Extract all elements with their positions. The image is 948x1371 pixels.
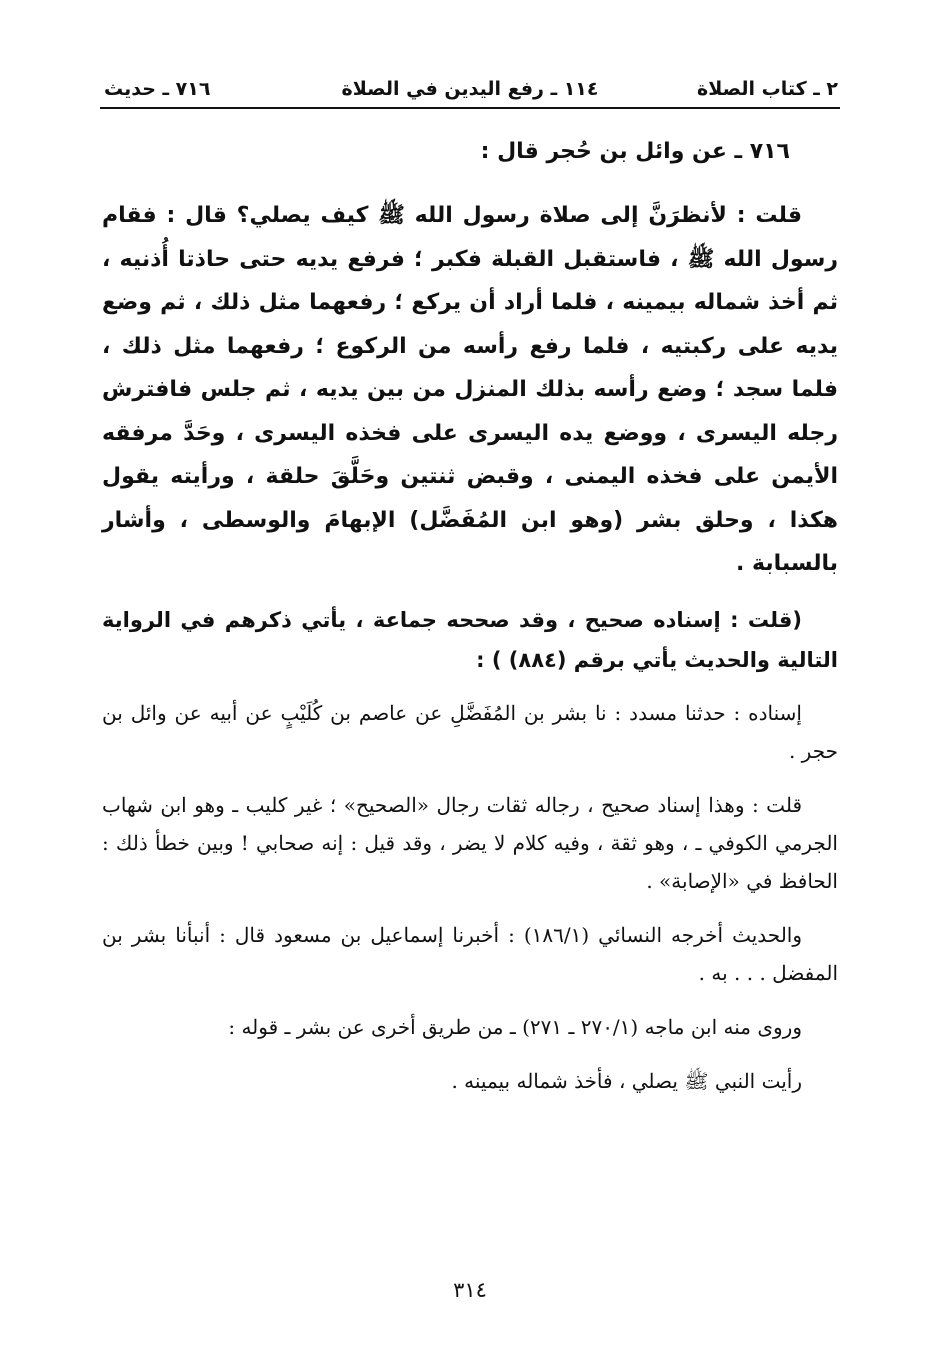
isnad-paragraph: إسناده : حدثنا مسدد : نا بشر بن المُفَضَّلِ عن عاصم بن كُلَيْبٍ عن أبيه عن وائل بن حجر . xyxy=(102,700,838,763)
running-header xyxy=(100,74,840,110)
grading-note: (قلت : إسناده صحيح ، وقد صححه جماعة ، يأتي ذكرهم في الرواية التالية والحديث يأتي برقم (٨٨٤) ) : xyxy=(102,607,838,672)
isnad-commentary-paragraph: قلت : وهذا إسناد صحيح ، رجاله ثقات رجال «الصحيح» ؛ غير كليب ـ وهو ابن شهاب الجرمي الكوفي ـ ، وهو ثقة ، وفيه كلام لا يضر ، وقد قيل : إنه صحابي ! وبين خطأ ذلك : الحافظ في «الإصابة» . xyxy=(102,792,838,893)
book-page xyxy=(100,0,840,1371)
page-body xyxy=(102,130,838,1116)
page-number: ٣١٤ xyxy=(453,1278,487,1302)
header-book-title: ٢ ـ كتاب الصلاة xyxy=(697,78,838,100)
header-chapter-title: ١١٤ ـ رفع اليدين في الصلاة xyxy=(341,78,599,100)
nasai-takhrij-paragraph: والحديث أخرجه النسائي (١٨٦/١) : أخبرنا إسماعيل بن مسعود قال : أنبأنا بشر بن المفضل . . . به . xyxy=(102,922,838,985)
header-divider xyxy=(100,107,840,109)
header-hadith-number: ٧١٦ ـ حديث xyxy=(104,78,211,100)
hadith-text: قلت : لأنظرَنَّ إلى صلاة رسول الله ﷺ كيف يصلي؟ قال : فقام رسول الله ﷺ ، فاستقبل القبلة فكبر ؛ فرفع يديه حتى حاذتا أُذنيه ، ثم أخذ شماله بيمينه ، فلما أراد أن يركع ؛ رفعهما مثل ذلك ، ثم وضع يديه على ركبتيه ، فلما رفع رأسه من الركوع ؛ رفعهما مثل ذلك ، فلما سجد ؛ وضع رأسه بذلك المنزل من بين يديه ، ثم جلس فافترش رجله اليسرى ، ووضع يده اليسرى على فخذه اليسرى ، وحَدَّ مرفقه الأيمن على فخذه اليمنى ، وقبض ثنتين وحَلَّقَ حلقة ، ورأيته يقول هكذا ، وحلق بشر (وهو ابن المُفَضَّل) الإبهامَ والوسطى ، وأشار بالسبابة . xyxy=(102,203,838,576)
hadith-heading: ٧١٦ ـ عن وائل بن حُجر قال : xyxy=(480,139,790,164)
ibn-majah-paragraph: وروى منه ابن ماجه (٢٧٠/١ ـ ٢٧١) ـ من طريق أخرى عن بشر ـ قوله : xyxy=(228,1014,802,1039)
ibn-majah-quote: رأيت النبي ﷺ يصلي ، فأخذ شماله بيمينه . xyxy=(451,1068,802,1093)
